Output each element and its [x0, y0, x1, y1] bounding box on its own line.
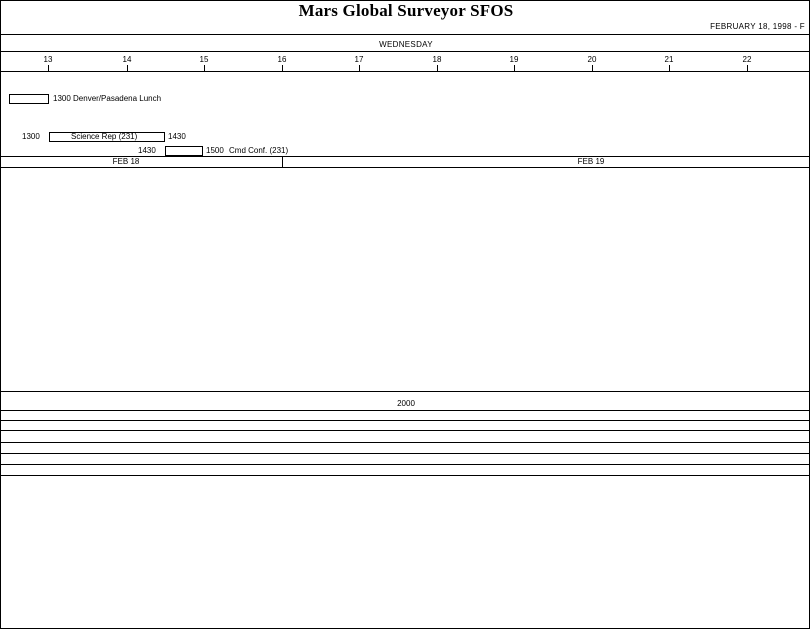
event-start-time-cmd-conf: 1430: [138, 146, 156, 155]
date-range-label: FEBRUARY 18, 1998 - F: [710, 22, 805, 31]
page-title: Mars Global Surveyor SFOS: [298, 1, 514, 20]
hour-tick-label: 18: [432, 55, 442, 64]
rule-below-date-band: [1, 167, 810, 168]
event-bar-denver-pasadena-lunch[interactable]: [9, 94, 49, 104]
rule-lower-2: [1, 410, 810, 411]
event-end-time-cmd-conf: 1500: [206, 146, 224, 155]
hour-tick-label: 14: [122, 55, 132, 64]
hour-tick-label: 19: [509, 55, 519, 64]
hour-tick-label: 22: [742, 55, 752, 64]
day-of-week-label: WEDNESDAY: [379, 40, 433, 49]
date-segment-label-feb19: FEB 19: [577, 157, 605, 166]
hour-tick-label: 21: [664, 55, 674, 64]
event-label-denver-pasadena-lunch: 1300 Denver/Pasadena Lunch: [53, 94, 162, 103]
hour-tick-label: 13: [43, 55, 53, 64]
date-segment-label-feb18: FEB 18: [112, 157, 140, 166]
lower-center-number: 2000: [397, 399, 415, 408]
hour-tick-label: 17: [354, 55, 364, 64]
rule-lower-1: [1, 391, 810, 392]
rule-under-day: [1, 51, 810, 52]
rule-lower-3: [1, 420, 810, 421]
date-band-divider: [282, 156, 283, 167]
event-bar-cmd-conf[interactable]: [165, 146, 203, 156]
hour-tick-label: 15: [199, 55, 209, 64]
rule-lower-4: [1, 430, 810, 431]
rule-under-ticks: [1, 71, 810, 72]
rule-top: [1, 34, 810, 35]
hour-tick-label: 16: [277, 55, 287, 64]
event-start-time-science-rep: 1300: [22, 132, 40, 141]
event-end-time-science-rep: 1430: [168, 132, 186, 141]
rule-lower-8: [1, 475, 810, 476]
rule-lower-6: [1, 453, 810, 454]
rule-lower-7: [1, 464, 810, 465]
event-label-science-rep: Science Rep (231): [71, 132, 138, 141]
rule-lower-5: [1, 442, 810, 443]
hour-tick-label: 20: [587, 55, 597, 64]
event-label-cmd-conf: Cmd Conf. (231): [229, 146, 289, 155]
